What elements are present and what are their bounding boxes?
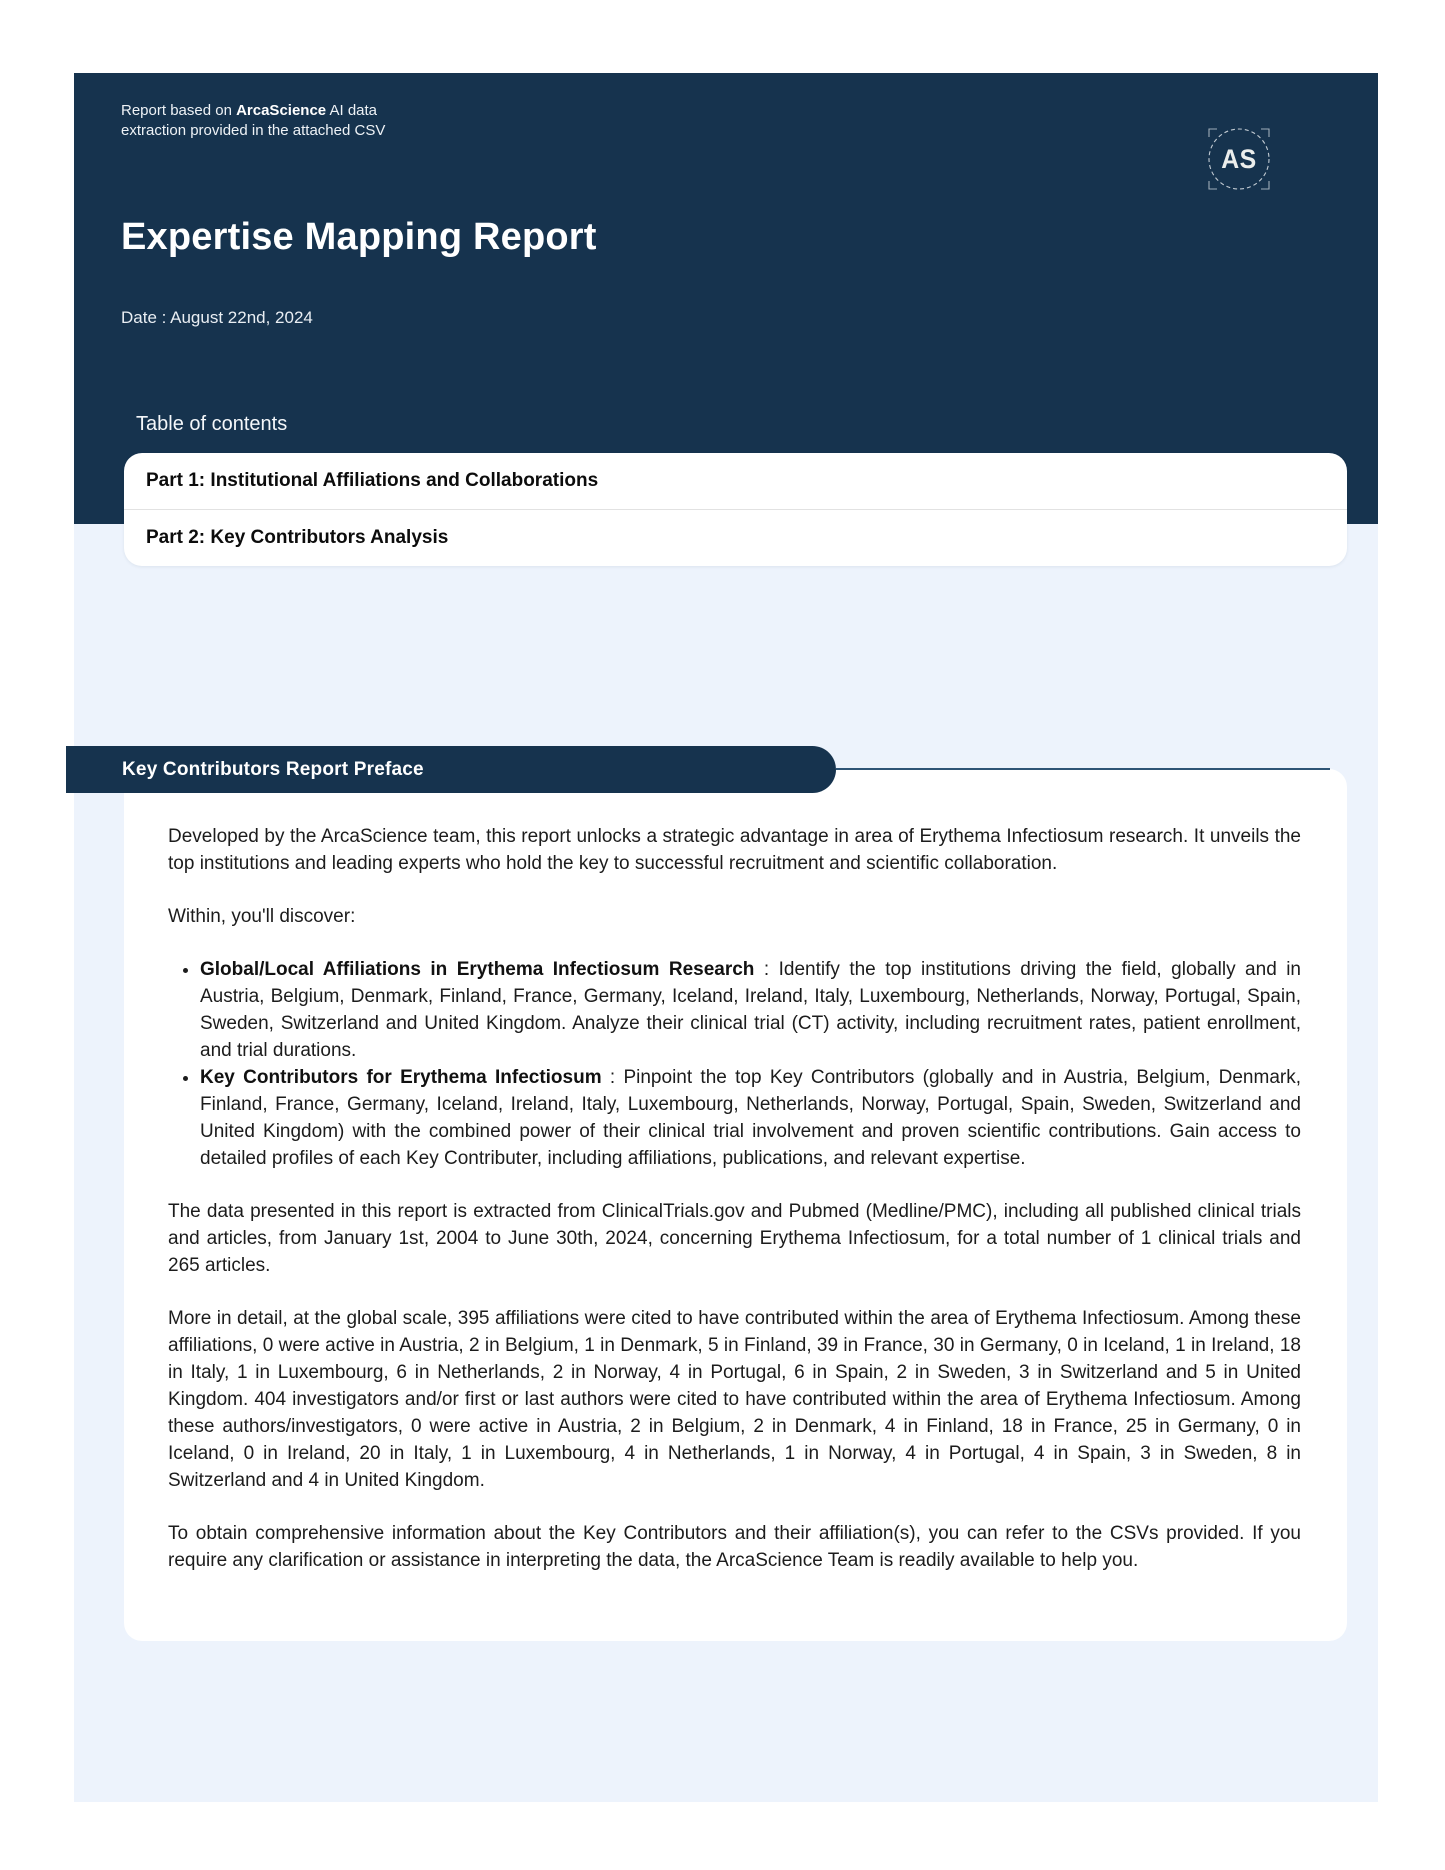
preface-banner <box>66 746 836 793</box>
toc-item-label: Part 2: Key Contributors Analysis <box>146 527 449 548</box>
tagline-suffix: AI data extraction provided in the attached CSV <box>121 102 386 139</box>
bullet-rest: : Identify the top institutions driving the field, globally and in Austria, Belgium, Denmark, Finland, France, Germany, Iceland, Ireland, Italy, Luxembourg, Netherlands, Norway, Portugal, Spain, Sweden, Switzerland and United Kingdom. Analyze their clinical trial (CT) activity, including recruitment rates, patient enrollment, and trial durations. <box>200 959 1301 1061</box>
report-date: Date : August 22nd, 2024 <box>121 308 313 327</box>
preface-detail-paragraph: More in detail, at the global scale, 395 affiliations were cited to have contributed within the area of Erythema Infectiosum. Among these affiliations, 0 were active in Austria, 2 in Belgium, 1 in Denmark, 5 in Finland, 39 in France, 30 in Germany, 0 in Iceland, 1 in Ireland, 18 in Italy, 1 in Luxembourg, 6 in Netherlands, 2 in Norway, 4 in Portugal, 6 in Spain, 2 in Sweden, 3 in Switzerland and 5 in United Kingdom. 404 investigators and/or first or last authors were cited to have contributed within the area of Erythema Infectiosum. Among these authors/investigators, 0 were active in Austria, 2 in Belgium, 2 in Denmark, 4 in Finland, 18 in France, 25 in Germany, 0 in Iceland, 0 in Ireland, 20 in Italy, 1 in Luxembourg, 4 in Netherlands, 1 in Norway, 4 in Portugal, 4 in Spain, 3 in Sweden, 8 in Switzerland and 4 in United Kingdom. <box>168 1308 1301 1491</box>
bullet-key-contributors <box>200 1064 1301 1172</box>
report-tagline <box>121 101 393 141</box>
bullet-affiliations <box>200 956 1301 1064</box>
tagline-brand: ArcaScience <box>236 102 327 119</box>
toc-card <box>124 453 1347 566</box>
preface-card <box>124 769 1347 1641</box>
preface-closing-paragraph: To obtain comprehensive information about the Key Contributors and their affiliation(s), you can refer to the CSVs provided. If you require any clarification or assistance in interpreting the data, the ArcaScience Team is readily available to help you. <box>168 1523 1301 1571</box>
preface-banner-title: Key Contributors Report Preface <box>122 758 424 780</box>
preface-bullet-list <box>168 956 1301 1172</box>
logo-monogram: AS <box>1221 143 1257 174</box>
preface-discover-label: Within, you'll discover: <box>168 906 356 927</box>
toc-item-part1[interactable] <box>124 453 1347 510</box>
page-title: Expertise Mapping Report <box>121 216 597 258</box>
toc-item-part2[interactable] <box>124 510 1347 566</box>
tagline-prefix: Report based on <box>121 102 237 119</box>
preface-rule <box>836 768 1330 770</box>
bullet-lead: Key Contributors for Erythema Infectiosum <box>200 1067 602 1088</box>
preface-intro-paragraph: Developed by the ArcaScience team, this report unlocks a strategic advantage in area of Erythema Infectiosum research. It unveils the top institutions and leading experts who hold the key to successful recruitment and scientific collaboration. <box>168 826 1301 874</box>
bullet-rest: : Pinpoint the top Key Contributors (globally and in Austria, Belgium, Denmark, Finland, France, Germany, Iceland, Ireland, Italy, Luxembourg, Netherlands, Norway, Portugal, Spain, Sweden, Switzerland and United Kingdom) with the combined power of their clinical trial involvement and proven scientific contributions. Gain access to detailed profiles of each Key Contributer, including affiliations, publications, and relevant expertise. <box>200 1067 1301 1169</box>
preface-data-paragraph: The data presented in this report is extracted from ClinicalTrials.gov and Pubmed (Medline/PMC), including all published clinical trials and articles, from January 1st, 2004 to June 30th, 2024, concerning Erythema Infectiosum, for a total number of 1 clinical trials and 265 articles. <box>168 1201 1301 1276</box>
toc-heading: Table of contents <box>136 413 288 435</box>
arcascience-logo <box>1206 126 1272 192</box>
preface-body <box>124 769 1347 1610</box>
toc-item-label: Part 1: Institutional Affiliations and Collaborations <box>146 470 599 491</box>
bullet-lead: Global/Local Affiliations in Erythema Infectiosum Research <box>200 959 755 980</box>
